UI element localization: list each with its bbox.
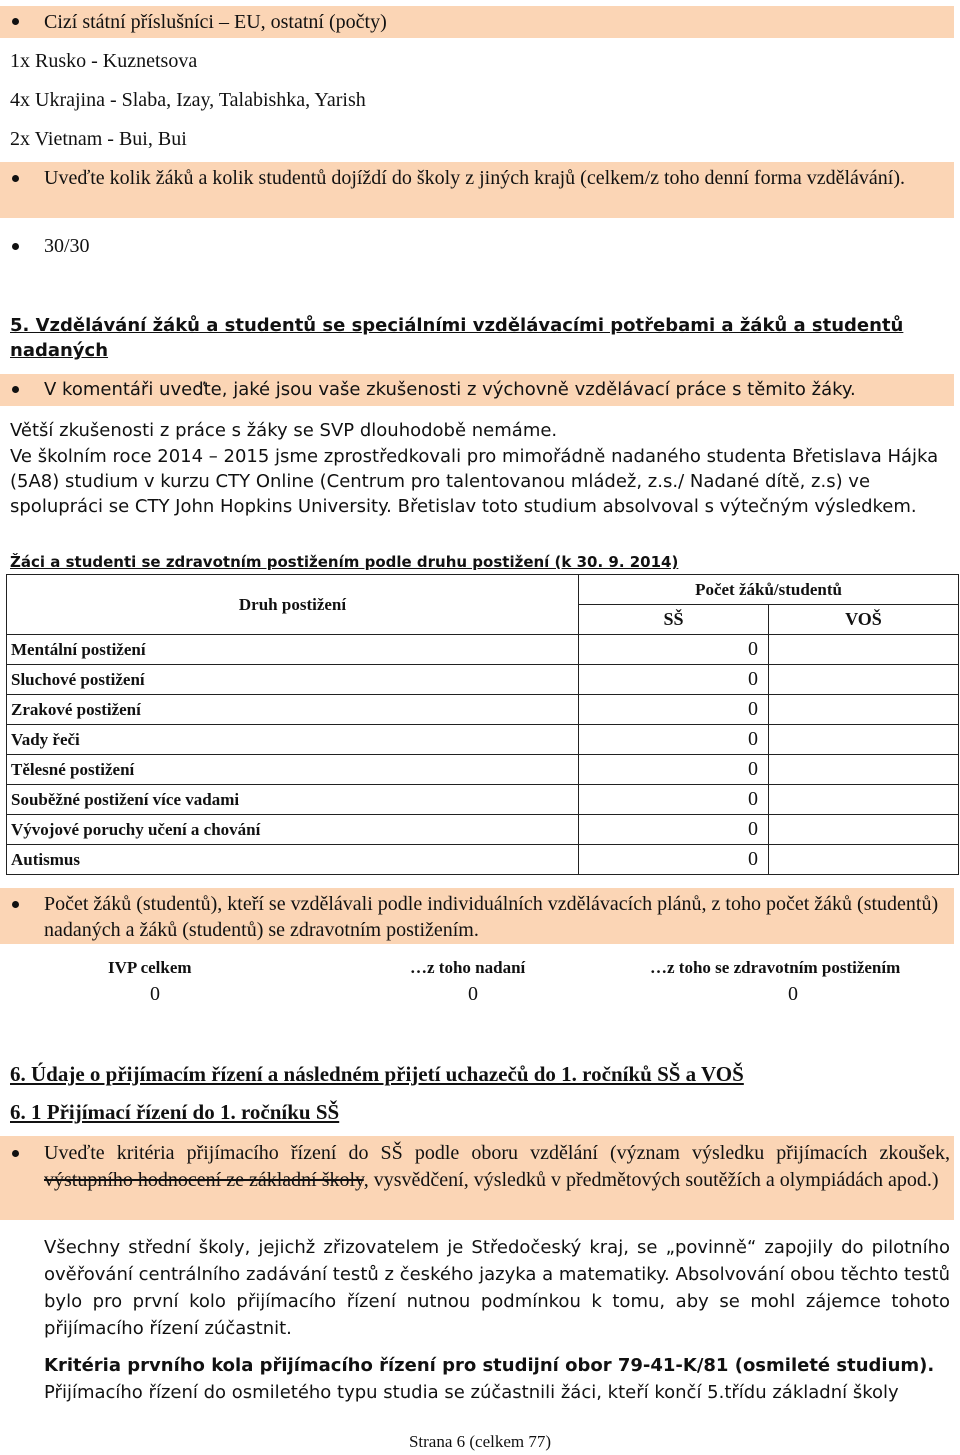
- section6-heading: 6. Údaje o přijímacím řízení a následném přijetí uchazečů do 1. ročníků SŠ a VOŠ: [10, 1062, 744, 1086]
- foreign-line: 2x Vietnam - Bui, Bui: [10, 128, 187, 150]
- table-row: Vady řeči 0: [7, 725, 959, 755]
- table-row: Tělesné postižení 0: [7, 755, 959, 785]
- table-row: Autismus 0: [7, 845, 959, 875]
- section5-heading: 5. Vzdělávání žáků a studentů se speciálními vzdělávacími potřebami a žáků a studentů nadaných: [10, 315, 904, 361]
- table-row: Vývojové poruchy učení a chování 0: [7, 815, 959, 845]
- ivp-value-gifted: 0: [468, 983, 478, 1005]
- page-footer: Strana 6 (celkem 77): [408, 1432, 552, 1451]
- disability-table: [6, 574, 959, 875]
- foreign-line: 4x Ukrajina - Slaba, Izay, Talabishka, Yarish: [10, 89, 366, 111]
- eight-year-paragraph: Přijímacího řízení do osmiletého typu studia se zúčastnili žáci, kteří končí 5.třídu základní školy: [44, 1382, 899, 1403]
- criteria-first-round: Kritéria prvního kola přijímacího řízení pro studijní obor 79-41-K/81 (osmileté studium).: [44, 1355, 935, 1376]
- bullet-commute: Uveďte kolik žáků a kolik studentů dojíždí do školy z jiných krajů (celkem/z toho denní forma vzdělávání).: [0, 165, 954, 191]
- section6-1-heading: 6. 1 Přijímací řízení do 1. ročníku SŠ: [10, 1100, 340, 1124]
- ivp-label-disabled: …z toho se zdravotním postižením: [650, 958, 901, 977]
- bullet-ivp: Počet žáků (studentů), kteří se vzdělávali podle individuálních vzdělávacích plánů, z toho počet žáků (studentů) nadaných a žáků (studentů) se zdravotním postižením.: [0, 891, 954, 943]
- bullet-commute-value: 30/30: [0, 233, 90, 259]
- header-count: Počet žáků/studentů: [579, 575, 959, 605]
- header-kind: Druh postižení: [7, 575, 579, 635]
- table-row: Zrakové postižení 0: [7, 695, 959, 725]
- table-row: Sluchové postižení 0: [7, 665, 959, 695]
- header-ss: SŠ: [579, 605, 769, 635]
- svp-paragraph: Větší zkušenosti z práce s žáky se SVP dlouhodobě nemáme.: [10, 420, 558, 441]
- central-tests-paragraph: Všechny střední školy, jejichž zřizovatelem je Středočeský kraj, se „povinně“ zapojily do pilotního ověřování centrálního zadávání testů z českého jazyka a matematiky. Absolvování obou těchto testů bylo pro první kolo přijímacího řízení nutnou podmínkou k tomu, aby se mohl zájemce tohoto přijímacího řízení zúčastnit.: [44, 1237, 950, 1339]
- header-vos: VOŠ: [769, 605, 959, 635]
- bullet-comment: V komentáři uveďte, jaké jsou vaše zkušenosti z výchovně vzdělávací práce s těmito žáky.: [0, 377, 856, 402]
- table-row: Souběžné postižení více vadami 0: [7, 785, 959, 815]
- ivp-value-disabled: 0: [788, 983, 798, 1005]
- disability-table-title: Žáci a studenti se zdravotním postižením podle druhu postižení (k 30. 9. 2014): [10, 553, 679, 571]
- table-row: Mentální postižení 0: [7, 635, 959, 665]
- ivp-label-gifted: …z toho nadaní: [410, 958, 526, 977]
- ivp-value-total: 0: [150, 983, 160, 1005]
- ivp-label-total: IVP celkem: [108, 958, 192, 977]
- talent-paragraph: Ve školním roce 2014 – 2015 jsme zprostředkovali pro mimořádně nadaného studenta Břetislava Hájka (5A8) studium v kurzu CTY Online (Centrum pro talentovanou mládež, z.s./ Nadané dítě, z.s) ve spolupráci se CTY John Hopkins University. Břetislav toto studium absolvoval s výtečným výsledkem.: [10, 446, 939, 517]
- foreign-line: 1x Rusko - Kuznetsova: [10, 50, 198, 72]
- bullet-dot: [12, 18, 19, 25]
- bullet-criteria: Uveďte kritéria přijímacího řízení do SŠ podle oboru vzdělání (význam výsledku přijímacích zkoušek, výstupního hodnocení ze základní školy, vysvědčení, výsledků v předmětových soutěžích a olympiádách apod.): [0, 1140, 954, 1194]
